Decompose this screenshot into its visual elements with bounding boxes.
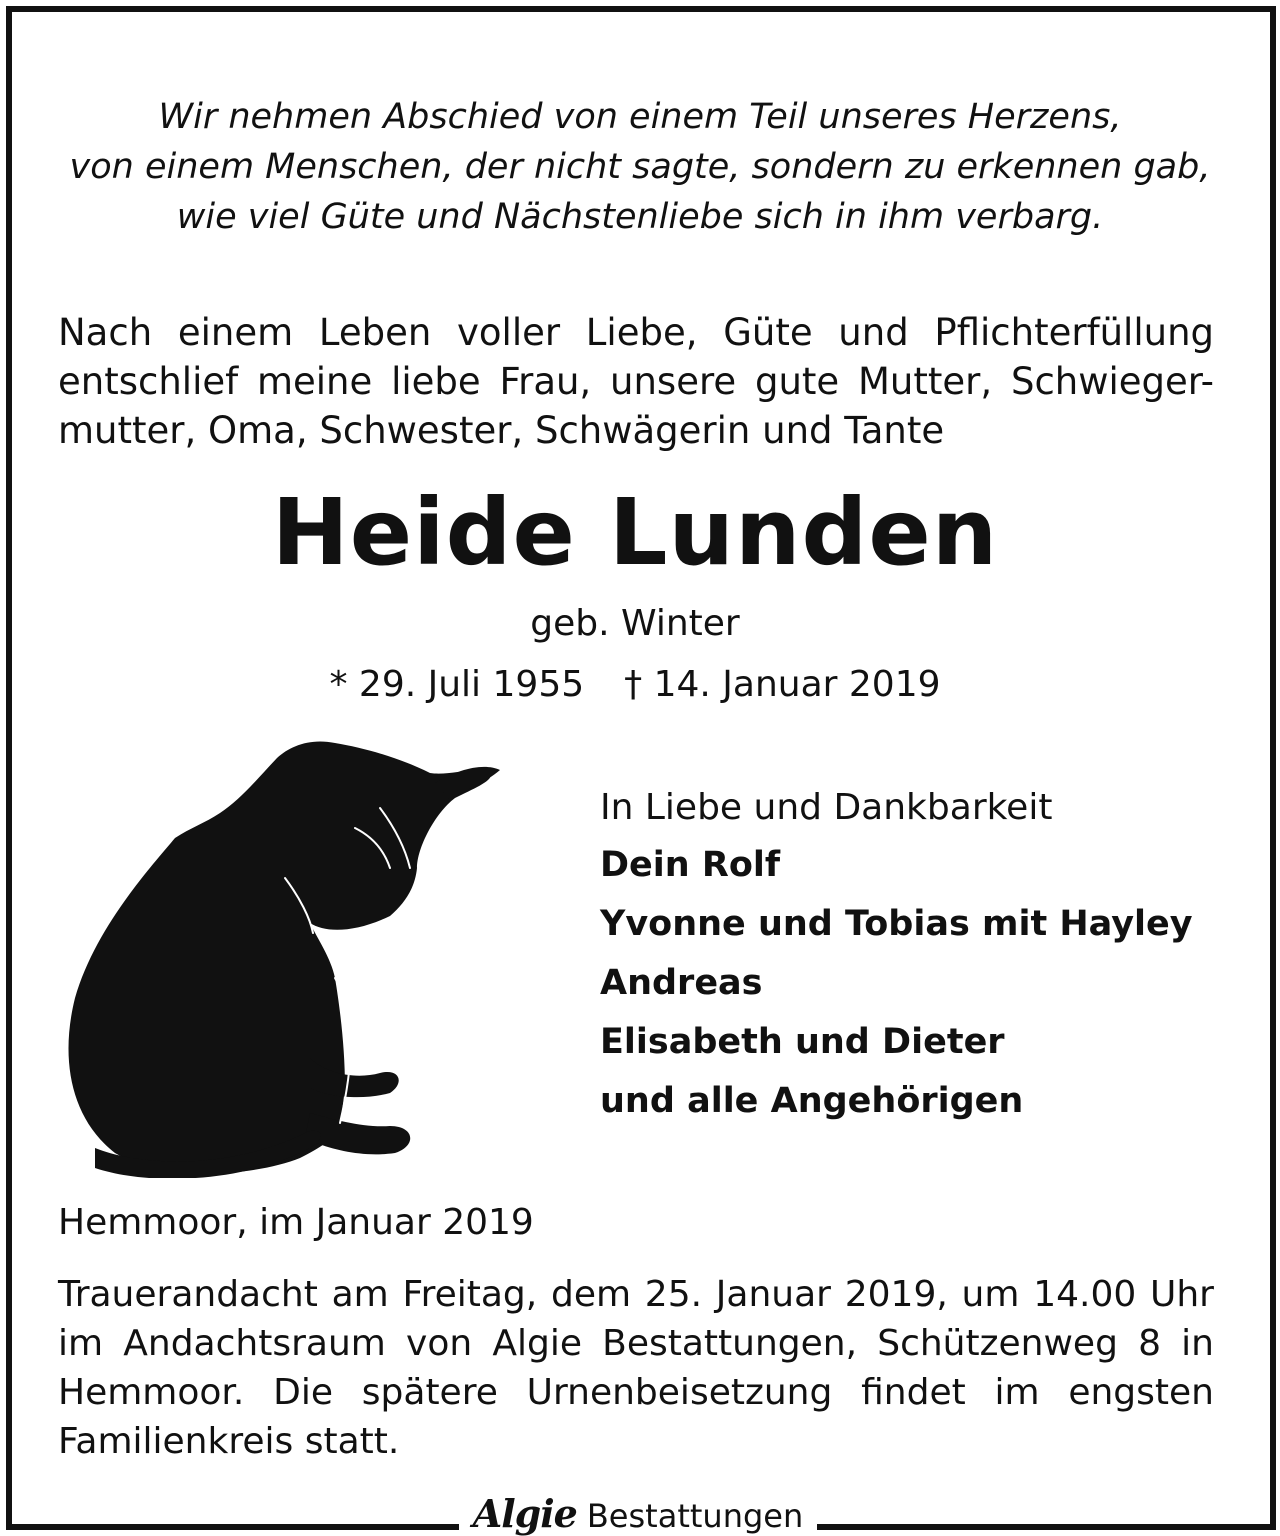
service-line: Trauerandacht am Freitag, dem 25. Januar 2019, um 14.00 Uhr	[58, 1274, 1214, 1315]
service-line: Familienkreis statt.	[58, 1421, 400, 1462]
family-member: Yvonne und Tobias mit Hayley	[600, 904, 1193, 944]
brand-logo: Algie	[472, 1490, 577, 1536]
intro-text	[58, 308, 1214, 455]
service-line: im Andachtsraum von Algie Bestattungen, Schützenweg 8 in	[58, 1323, 1214, 1364]
intro-line: mutter, Oma, Schwester, Schwägerin und Tante	[58, 409, 945, 452]
service-info	[58, 1270, 1214, 1466]
service-line: Hemmoor. Die spätere Urnenbeisetzung findet im engsten	[58, 1372, 1214, 1413]
family-member: und alle Angehörigen	[600, 1081, 1024, 1121]
motto-line: wie viel Güte und Nächstenliebe sich in ihm verbarg.	[176, 197, 1104, 237]
family-lead: In Liebe und Dankbarkeit	[600, 787, 1053, 828]
family-member: Dein Rolf	[600, 845, 781, 885]
footer-brand	[0, 1490, 1276, 1536]
cat-silhouette-icon	[55, 728, 515, 1178]
place-date: Hemmoor, im Januar 2019	[58, 1202, 534, 1243]
deceased-name: Heide Lunden	[271, 479, 999, 586]
motto-verse	[40, 92, 1240, 242]
brand-label: Bestattungen	[586, 1496, 804, 1535]
family-member: Elisabeth und Dieter	[600, 1022, 1005, 1062]
family-member: Andreas	[600, 963, 763, 1003]
birth-date: * 29. Juli 1955	[329, 664, 585, 705]
intro-line: entschlief meine liebe Frau, unsere gute Mutter, Schwieger-	[58, 360, 1214, 403]
motto-line: Wir nehmen Abschied von einem Teil unseres Herzens,	[158, 97, 1122, 137]
maiden-name: geb. Winter	[530, 603, 740, 644]
family-signatures	[600, 780, 1240, 1131]
brand-mark	[459, 1491, 818, 1536]
life-dates	[0, 660, 1270, 710]
death-date: † 14. Januar 2019	[624, 664, 941, 705]
motto-line: von einem Menschen, der nicht sagte, sondern zu erkennen gab,	[69, 147, 1211, 187]
intro-line: Nach einem Leben voller Liebe, Güte und Pflichterfüllung	[58, 311, 1214, 354]
